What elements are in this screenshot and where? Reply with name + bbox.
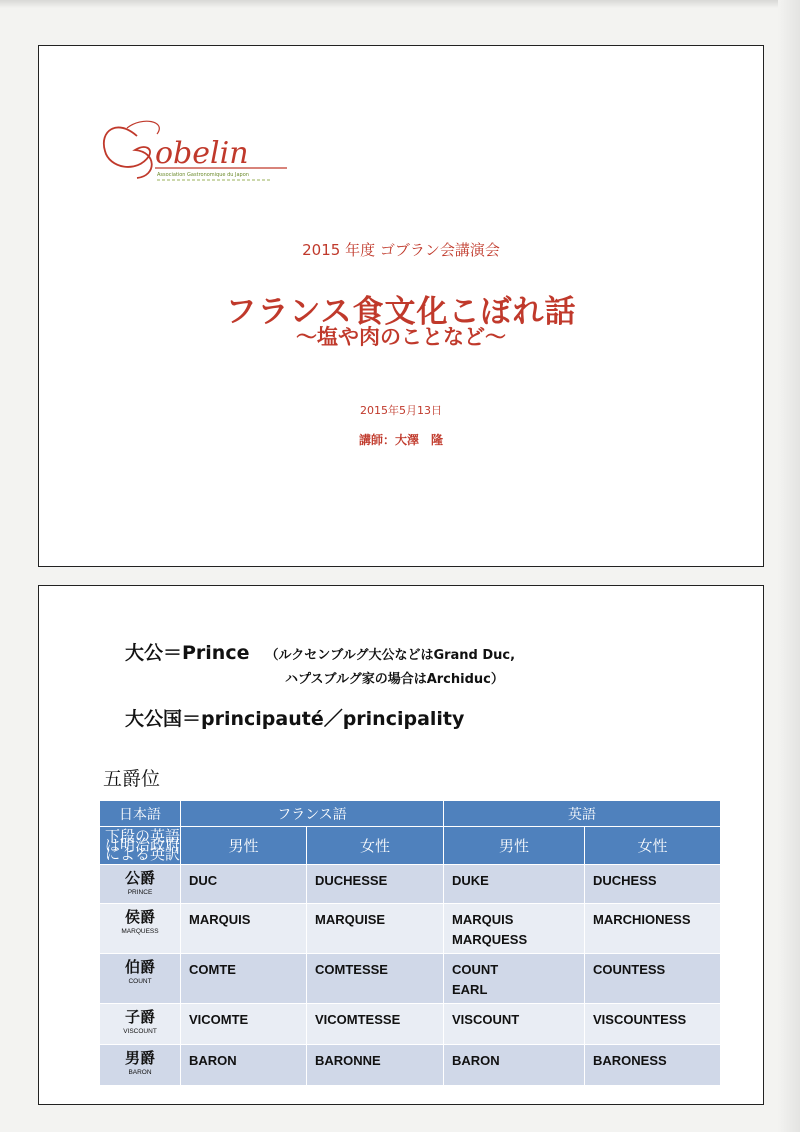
english-female-cell: DUCHESS <box>585 865 721 904</box>
english-male-cell <box>444 954 585 1004</box>
svg-text:obelin: obelin <box>155 136 249 171</box>
header-english-female: 女性 <box>585 827 721 865</box>
rank-english: PRINCE <box>127 889 153 896</box>
rank-japanese: 公爵 <box>124 870 155 887</box>
principality-definition: 大公国＝principauté／principality <box>125 708 465 730</box>
french-female-cell: DUCHESSE <box>307 865 444 904</box>
english-male-cell <box>444 1045 585 1086</box>
archduke-note: （ルクセンブルグ大公などはGrand Duc, <box>265 648 516 663</box>
french-male-cell: COMTE <box>181 954 307 1004</box>
page-right-edge <box>778 0 800 1132</box>
header-french: フランス語 <box>181 801 444 827</box>
table-row <box>100 1045 721 1086</box>
header-translation-note: 下段の英語は明治政府による英訳 <box>100 827 181 865</box>
english-male-title: BARON <box>452 1053 500 1068</box>
english-female-cell: MARCHIONESS <box>585 904 721 954</box>
archduke-term: 大公＝Prince <box>125 642 250 664</box>
rank-english: BARON <box>128 1069 152 1076</box>
english-male-cell <box>444 865 585 904</box>
english-male-cell <box>444 904 585 954</box>
french-male-cell: DUC <box>181 865 307 904</box>
table-row <box>100 954 721 1004</box>
rank-cell <box>100 904 181 954</box>
rank-english: VISCOUNT <box>123 1028 157 1035</box>
english-male-title-alt: EARL <box>452 982 488 997</box>
lecturer-name: 講師：大澤 隆 <box>358 433 443 447</box>
rank-english: MARQUESS <box>121 928 159 935</box>
french-female-cell: COMTESSE <box>307 954 444 1004</box>
lecture-date: 2015年5月13日 <box>360 404 442 417</box>
gobelin-logo <box>97 116 297 186</box>
english-male-cell <box>444 1004 585 1045</box>
lecture-title: フランス食文化こぼれ話 <box>225 294 577 330</box>
header-french-male: 男性 <box>181 827 307 865</box>
archduke-note-continued: ハプスブルグ家の場合はArchiduc） <box>285 672 504 687</box>
header-english: 英語 <box>444 801 721 827</box>
event-subheading: 2015 年度 ゴブラン会講演会 <box>302 241 500 259</box>
english-male-title-alt: MARQUESS <box>452 932 528 947</box>
five-ranks-heading: 五爵位 <box>103 768 161 790</box>
svg-text:Association Gastronomique du J: Association Gastronomique du Japon <box>157 172 249 178</box>
french-female-cell: BARONNE <box>307 1045 444 1086</box>
english-male-title: MARQUIS <box>452 912 514 927</box>
english-female-cell: VISCOUNTESS <box>585 1004 721 1045</box>
french-female-cell: MARQUISE <box>307 904 444 954</box>
header-japanese: 日本語 <box>100 801 181 827</box>
english-female-cell: BARONESS <box>585 1045 721 1086</box>
header-french-female: 女性 <box>307 827 444 865</box>
french-female-cell: VICOMTESSE <box>307 1004 444 1045</box>
title-slide <box>38 45 764 567</box>
english-male-title: COUNT <box>452 962 499 977</box>
rank-japanese: 伯爵 <box>124 959 155 976</box>
french-male-cell: BARON <box>181 1045 307 1086</box>
rank-cell <box>100 1004 181 1045</box>
english-male-title: VISCOUNT <box>452 1012 520 1027</box>
archduke-definition <box>125 638 515 665</box>
rank-japanese: 子爵 <box>124 1009 155 1026</box>
rank-cell <box>100 1045 181 1086</box>
lecture-subtitle: ～塩や肉のことなど～ <box>296 325 506 349</box>
english-female-cell: COUNTESS <box>585 954 721 1004</box>
rank-japanese: 男爵 <box>124 1050 155 1067</box>
rank-japanese: 侯爵 <box>124 909 155 926</box>
header-english-male: 男性 <box>444 827 585 865</box>
english-male-title: DUKE <box>452 873 489 888</box>
page-top-edge <box>0 0 800 8</box>
french-male-cell: VICOMTE <box>181 1004 307 1045</box>
peerage-slide <box>38 585 764 1105</box>
rank-cell <box>100 954 181 1004</box>
rank-english: COUNT <box>128 978 152 985</box>
table-row <box>100 865 721 904</box>
table-row <box>100 1004 721 1045</box>
rank-cell <box>100 865 181 904</box>
peerage-table <box>99 800 721 1086</box>
table-row <box>100 904 721 954</box>
french-male-cell: MARQUIS <box>181 904 307 954</box>
